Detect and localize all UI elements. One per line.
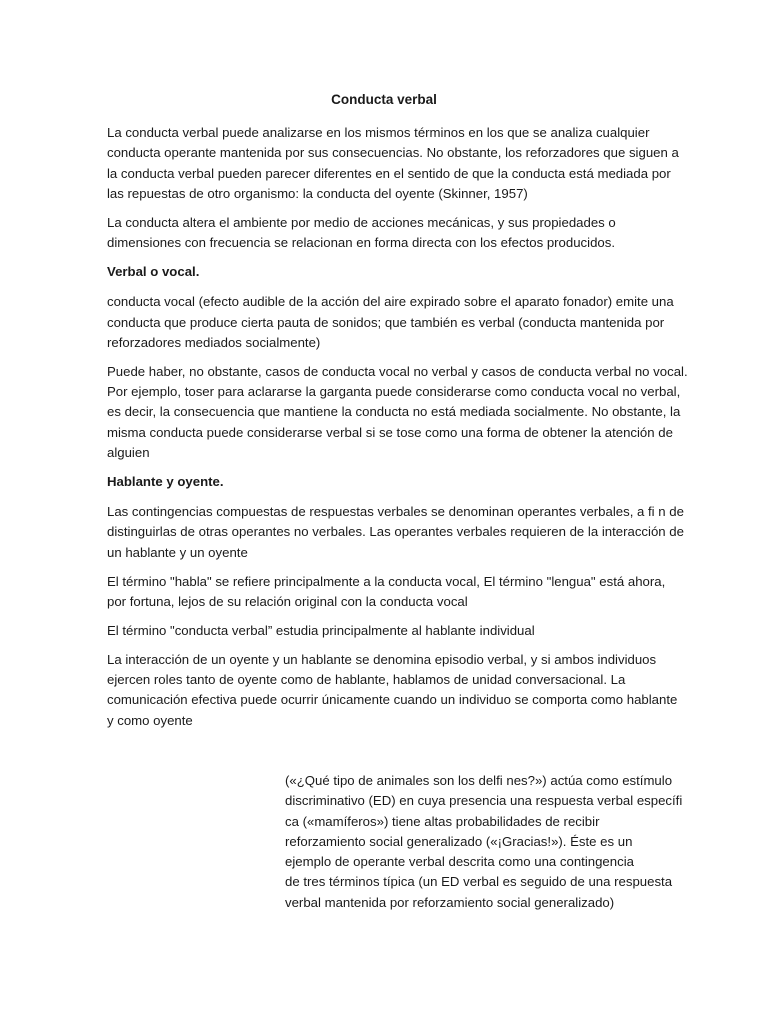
text-line: reforzadores mediados socialmente) bbox=[107, 334, 321, 350]
text-line: conducta que produce cierta pauta de sonidos; que también es verbal (conducta mantenida por bbox=[107, 314, 665, 330]
text-line: las repuestas de otro organismo: la conducta del oyente (Skinner, 1957) bbox=[107, 185, 528, 201]
text-line: dimensiones con frecuencia se relacionan en forma directa con los efectos producidos. bbox=[107, 235, 616, 251]
text-line: reforzamiento social generalizado («¡Gracias!»). Éste es un bbox=[285, 833, 633, 849]
text-line: («¿Qué tipo de animales son los delfi nes?») actúa como estímulo bbox=[285, 773, 673, 788]
text-line: verbal mantenida por reforzamiento social generalizado) bbox=[285, 894, 615, 910]
text-line: Por ejemplo, toser para aclararse la garganta puede considerarse como conducta vocal no verbal, bbox=[107, 384, 681, 400]
text-line: conducta operante mantenida por sus consecuencias. No obstante, los reforzadores que siguen a bbox=[107, 145, 679, 161]
paragraph-intro bbox=[107, 123, 679, 204]
text-line: por fortuna, lejos de su relación original con la conducta vocal bbox=[107, 593, 468, 609]
text-line: ca («mamíferos») tiene altas probabilidades de recibir bbox=[285, 813, 600, 829]
text-line: Puede haber, no obstante, casos de conducta vocal no verbal y casos de conducta verbal no vocal. bbox=[107, 363, 688, 379]
text-line: distinguirlas de otras operantes no verbales. Las operantes verbales requieren de la interacción de bbox=[107, 524, 684, 540]
text-line: discriminativo (ED) en cuya presencia una respuesta verbal específi bbox=[285, 793, 683, 809]
text-line: ejemplo de operante verbal descrita como una contingencia bbox=[285, 854, 634, 870]
indented-quote-block bbox=[285, 771, 683, 913]
text-line: de tres términos típica (un ED verbal es seguido de una respuesta bbox=[285, 874, 673, 890]
text-line: El término "habla" se refiere principalmente a la conducta vocal, El término "lengua" está ahora, bbox=[107, 573, 666, 589]
text-line: un hablante y un oyente bbox=[107, 544, 248, 560]
document-title: Conducta verbal bbox=[331, 92, 437, 107]
paragraph-ejemplo-toser bbox=[107, 362, 688, 463]
paragraph-habla-lengua bbox=[107, 572, 672, 613]
paragraph-conducta-vocal bbox=[107, 292, 672, 353]
paragraph-ambiente bbox=[107, 213, 672, 254]
text-line: La conducta verbal puede analizarse en los mismos términos en los que se analiza cualquier bbox=[107, 125, 650, 140]
text-line: la conducta verbal pueden parecer diferentes en el sentido de que la conducta está mediada por bbox=[107, 165, 671, 181]
document-body bbox=[107, 123, 688, 739]
paragraph-conducta-verbal-termino bbox=[107, 621, 672, 641]
paragraph-contingencias bbox=[107, 502, 684, 563]
text-line: Las contingencias compuestas de respuestas verbales se denominan operantes verbales, a fi n de bbox=[107, 504, 684, 520]
text-line: La conducta altera el ambiente por medio de acciones mecánicas, y sus propiedades o bbox=[107, 214, 616, 230]
text-line: El término "conducta verbal” estudia principalmente al hablante individual bbox=[107, 622, 535, 638]
text-line: comunicación efectiva puede ocurrir únicamente cuando un individuo se comporta como hablante bbox=[107, 692, 678, 708]
text-line: es decir, la consecuencia que mantiene la conducta no está mediada socialmente. No obstante, la bbox=[107, 404, 681, 420]
section-heading-hablante-oyente: Hablante y oyente. bbox=[107, 473, 224, 489]
section-heading-verbal-vocal: Verbal o vocal. bbox=[107, 263, 200, 279]
text-line: conducta vocal (efecto audible de la acción del aire expirado sobre el aparato fonador) emite una bbox=[107, 294, 674, 310]
text-line: La interacción de un oyente y un hablante se denomina episodio verbal, y si ambos individuos bbox=[107, 651, 657, 667]
text-line: alguien bbox=[107, 444, 150, 460]
text-line: ejercen roles tanto de oyente como de hablante, hablamos de unidad conversacional. La bbox=[107, 671, 626, 687]
paragraph-episodio-verbal bbox=[107, 650, 678, 731]
text-line: y como oyente bbox=[107, 712, 193, 728]
text-line: misma conducta puede considerarse verbal si se tose como una forma de obtener la atención de bbox=[107, 424, 673, 440]
